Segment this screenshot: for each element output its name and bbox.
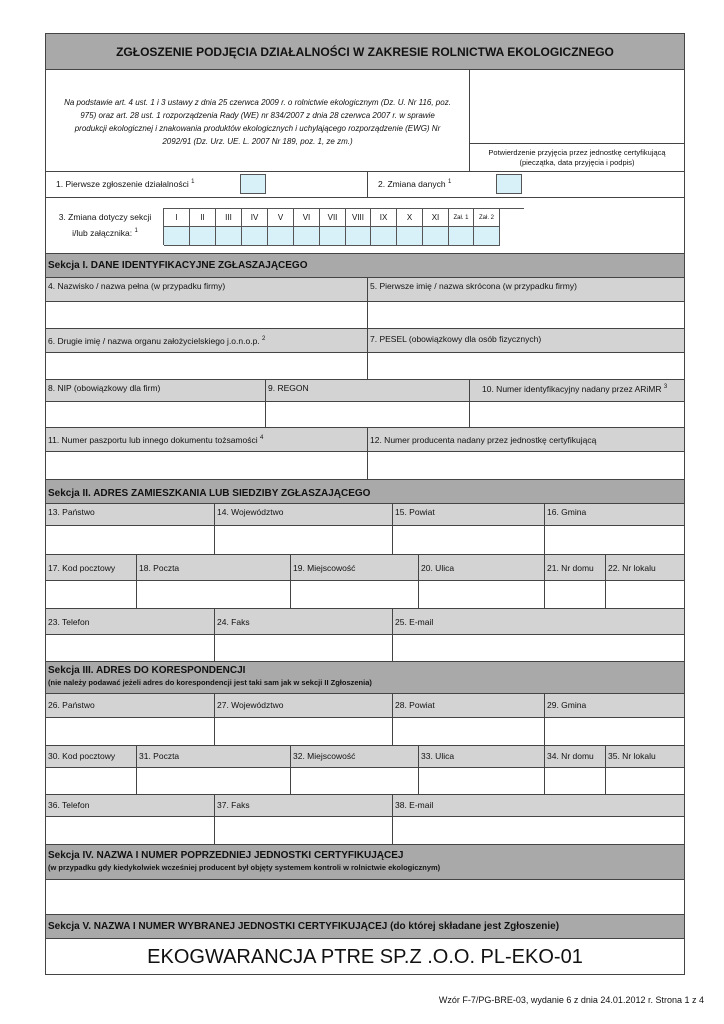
field-24-label: 24. Faks bbox=[215, 609, 393, 635]
field-8-label: 8. NIP (obowiązkowy dla firm) bbox=[46, 380, 266, 402]
field-11-label: 11. Numer paszportu lub innego dokumentu tożsamości $^4$ bbox=[46, 428, 368, 452]
section-checkbox-II[interactable] bbox=[190, 227, 216, 246]
legal-basis: Na podstawie art. 4 ust. 1 i 3 ustawy z dnia 25 czerwca 2009 r. o rolnictwie ekologicznym (Dz. U. Nr 116, poz. 975) oraz art. 28 ust. 1 rozporządzenia Rady (WE) nr 834/2007 z dnia 28 czerwca 2007 r. w sprawie produkcji ekologicznej i znakowania produktów ekologicznych i uchylającego rozporządzenie (EWG) Nr 2092/91 (Dz. Urz. UE. L. 2007 Nr 189, poz. 1, ze zm.) bbox=[46, 70, 470, 172]
field-23-input[interactable] bbox=[46, 635, 215, 662]
field-30-label: 30. Kod pocztowy bbox=[46, 746, 137, 768]
section-option-X: X bbox=[397, 209, 423, 227]
field-6-label: 6. Drugie imię / nazwa organu założycielskiego j.o.n.o.p. $^2$ bbox=[46, 329, 368, 353]
field-38-label: 38. E-mail bbox=[393, 795, 684, 817]
field-17-label: 17. Kod pocztowy bbox=[46, 555, 137, 581]
field-31-input[interactable] bbox=[137, 768, 291, 795]
section-4-header bbox=[46, 845, 684, 880]
section-option-IV: IV bbox=[242, 209, 268, 227]
field-32-input[interactable] bbox=[291, 768, 419, 795]
field-18-label: 18. Poczta bbox=[137, 555, 291, 581]
field-4-label: 4. Nazwisko / nazwa pełna (w przypadku firmy) bbox=[46, 278, 368, 302]
section-option-zal1: Zał. 1 bbox=[449, 209, 474, 227]
field-4-input[interactable] bbox=[46, 302, 368, 329]
section-3-title: Sekcja III. ADRES DO KORESPONDENCJI bbox=[48, 665, 246, 676]
data-change-label: 2. Zmiana danych $^1$ bbox=[368, 172, 684, 198]
section-3-subtitle: (nie należy podawać jeżeli adres do korespondencji jest taki sam jak w sekcji II Zgłoszenia) bbox=[48, 678, 372, 687]
field-15-label: 15. Powiat bbox=[393, 504, 545, 526]
field-32-label: 32. Miejscowość bbox=[291, 746, 419, 768]
section-option-VIII: VIII bbox=[346, 209, 371, 227]
field-14-input[interactable] bbox=[215, 526, 393, 555]
field-20-label: 20. Ulica bbox=[419, 555, 545, 581]
field-14-label: 14. Województwo bbox=[215, 504, 393, 526]
field-29-input[interactable] bbox=[545, 718, 684, 746]
field-10-label: 10. Numer identyfikacyjny nadany przez ARiMR $^3$ bbox=[470, 380, 684, 402]
section-option-II: II bbox=[190, 209, 216, 227]
field-9-label: 9. REGON bbox=[266, 380, 470, 402]
field-37-label: 37. Faks bbox=[215, 795, 393, 817]
field-13-input[interactable] bbox=[46, 526, 215, 555]
field-12-input[interactable] bbox=[368, 452, 684, 480]
field-6-input[interactable] bbox=[46, 353, 368, 380]
section-checkbox-I[interactable] bbox=[164, 227, 190, 246]
field-33-label: 33. Ulica bbox=[419, 746, 545, 768]
field-7-label: 7. PESEL (obowiązkowy dla osób fizycznych) bbox=[368, 329, 684, 353]
first-notification-checkbox[interactable] bbox=[240, 174, 266, 194]
field-31-label: 31. Poczta bbox=[137, 746, 291, 768]
field-5-label: 5. Pierwsze imię / nazwa skrócona (w przypadku firmy) bbox=[368, 278, 684, 302]
change-sections-label: 3. Zmiana dotyczy sekcji i/lub załącznika: $^1$ bbox=[58, 212, 152, 238]
section-option-VII: VII bbox=[320, 209, 346, 227]
field-29-label: 29. Gmina bbox=[545, 694, 684, 718]
field-16-label: 16. Gmina bbox=[545, 504, 684, 526]
confirmation-label: Potwierdzenie przyjęcia przez jednostkę certyfikującą (pieczątka, data przyjęcia i podpis) bbox=[470, 144, 684, 172]
section-checkbox-XI[interactable] bbox=[423, 227, 449, 246]
section-2-header: Sekcja II. ADRES ZAMIESZKANIA LUB SIEDZIBY ZGŁASZAJĄCEGO bbox=[46, 480, 684, 504]
field-23-label: 23. Telefon bbox=[46, 609, 215, 635]
section-checkbox-IX[interactable] bbox=[371, 227, 397, 246]
field-10-input[interactable] bbox=[470, 402, 684, 428]
section-checkbox-VI[interactable] bbox=[294, 227, 320, 246]
field-21-input[interactable] bbox=[545, 581, 606, 609]
field-27-label: 27. Województwo bbox=[215, 694, 393, 718]
field-18-input[interactable] bbox=[137, 581, 291, 609]
section-checkbox-IV[interactable] bbox=[242, 227, 268, 246]
field-15-input[interactable] bbox=[393, 526, 545, 555]
section-checkbox-III[interactable] bbox=[216, 227, 242, 246]
section-3-header bbox=[46, 662, 684, 694]
field-28-label: 28. Powiat bbox=[393, 694, 545, 718]
field-21-label: 21. Nr domu bbox=[545, 555, 606, 581]
section-option-V: V bbox=[268, 209, 294, 227]
form bbox=[45, 33, 685, 975]
section-option-IX: IX bbox=[371, 209, 397, 227]
field-19-label: 19. Miejscowość bbox=[291, 555, 419, 581]
field-22-input[interactable] bbox=[606, 581, 684, 609]
field-11-input[interactable] bbox=[46, 452, 368, 480]
field-16-input[interactable] bbox=[545, 526, 684, 555]
confirmation-stamp-area[interactable] bbox=[470, 70, 684, 144]
field-26-label: 26. Państwo bbox=[46, 694, 215, 718]
change-sections-grid bbox=[163, 208, 524, 245]
selected-certifier-value[interactable]: EKOGWARANCJA PTRE SP.Z .O.O. PL-EKO-01 bbox=[147, 946, 583, 968]
field-35-input[interactable] bbox=[606, 768, 684, 795]
field-27-input[interactable] bbox=[215, 718, 393, 746]
field-28-input[interactable] bbox=[393, 718, 545, 746]
field-17-input[interactable] bbox=[46, 581, 137, 609]
previous-certifier-input[interactable] bbox=[46, 880, 684, 915]
field-33-input[interactable] bbox=[419, 768, 545, 795]
section-4-subtitle: (w przypadku gdy kiedykolwiek wcześniej producent był objęty systemem kontroli w rolnictwie ekologicznym) bbox=[48, 863, 441, 872]
field-24-input[interactable] bbox=[215, 635, 393, 662]
field-35-label: 35. Nr lokalu bbox=[606, 746, 684, 768]
field-36-label: 36. Telefon bbox=[46, 795, 215, 817]
section-checkbox-zal1[interactable] bbox=[449, 227, 474, 246]
field-13-label: 13. Państwo bbox=[46, 504, 215, 526]
field-37-input[interactable] bbox=[215, 817, 393, 845]
section-checkbox-VII[interactable] bbox=[320, 227, 346, 246]
field-30-input[interactable] bbox=[46, 768, 137, 795]
field-19-input[interactable] bbox=[291, 581, 419, 609]
section-option-XI: XI bbox=[423, 209, 449, 227]
section-option-zal2: Zał. 2 bbox=[474, 209, 500, 227]
section-checkbox-V[interactable] bbox=[268, 227, 294, 246]
section-checkbox-VIII[interactable] bbox=[346, 227, 371, 246]
field-7-input[interactable] bbox=[368, 353, 684, 380]
section-option-I: I bbox=[164, 209, 190, 227]
field-9-input[interactable] bbox=[266, 402, 470, 428]
data-change-checkbox[interactable] bbox=[496, 174, 522, 194]
section-option-III: III bbox=[216, 209, 242, 227]
field-5-input[interactable] bbox=[368, 302, 684, 329]
field-22-label: 22. Nr lokalu bbox=[606, 555, 684, 581]
section-checkbox-zal2[interactable] bbox=[474, 227, 500, 246]
field-8-input[interactable] bbox=[46, 402, 266, 428]
first-notification-label: 1. Pierwsze zgłoszenie działalności $^1$ bbox=[46, 172, 368, 198]
field-25-input[interactable] bbox=[393, 635, 684, 662]
section-4-title: Sekcja IV. NAZWA I NUMER POPRZEDNIEJ JEDNOSTKI CERTYFIKUJĄCEJ bbox=[48, 850, 404, 861]
field-36-input[interactable] bbox=[46, 817, 215, 845]
field-34-label: 34. Nr domu bbox=[545, 746, 606, 768]
field-25-label: 25. E-mail bbox=[393, 609, 684, 635]
field-34-input[interactable] bbox=[545, 768, 606, 795]
section-1-header: Sekcja I. DANE IDENTYFIKACYJNE ZGŁASZAJĄCEGO bbox=[46, 254, 684, 278]
field-20-input[interactable] bbox=[419, 581, 545, 609]
form-footer: Wzór F-7/PG-BRE-03, wydanie 6 z dnia 24.01.2012 r. Strona 1 z 4 bbox=[438, 995, 704, 1005]
section-5-header: Sekcja V. NAZWA I NUMER WYBRANEJ JEDNOSTKI CERTYFIKUJĄCEJ (do której składane jest Zgłoszenie) bbox=[46, 915, 684, 939]
field-26-input[interactable] bbox=[46, 718, 215, 746]
form-title: ZGŁOSZENIE PODJĘCIA DZIAŁALNOŚCI W ZAKRESIE ROLNICTWA EKOLOGICZNEGO bbox=[46, 34, 684, 70]
section-checkbox-X[interactable] bbox=[397, 227, 423, 246]
field-38-input[interactable] bbox=[393, 817, 684, 845]
section-option-VI: VI bbox=[294, 209, 320, 227]
field-12-label: 12. Numer producenta nadany przez jednostkę certyfikującą bbox=[368, 428, 684, 452]
